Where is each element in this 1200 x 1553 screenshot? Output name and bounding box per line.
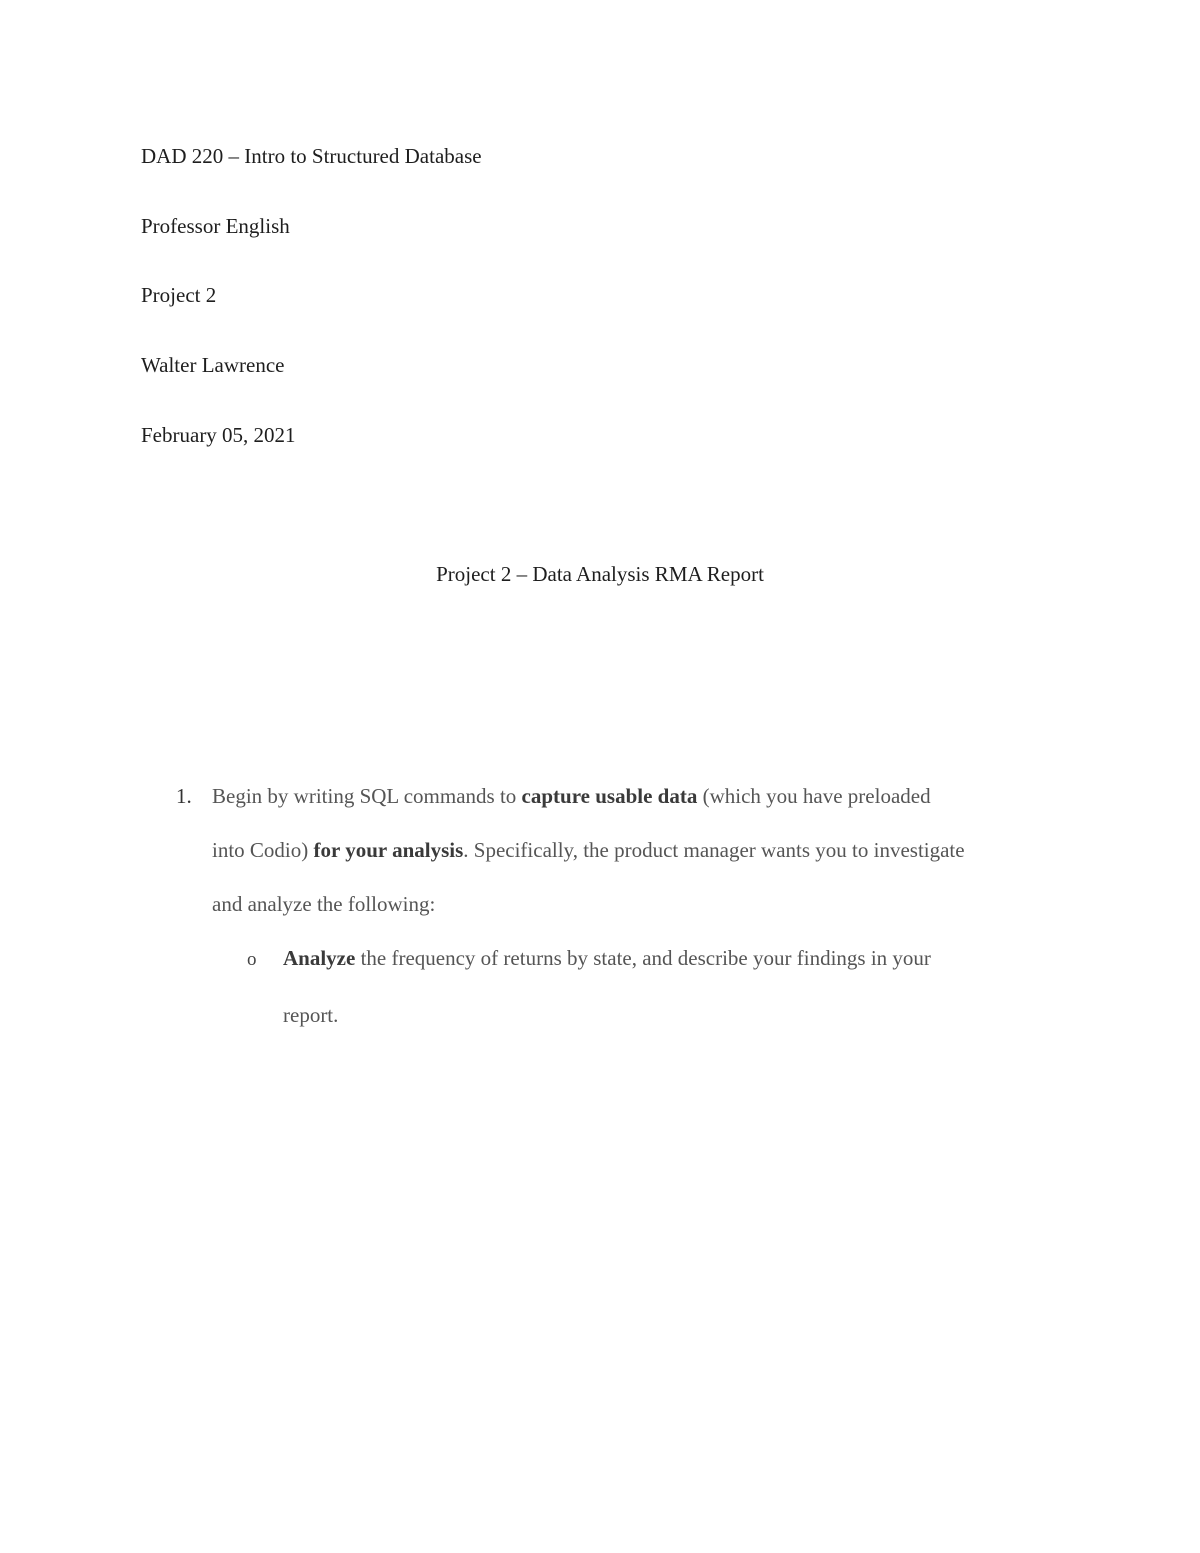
sub-item-text: the frequency of returns by state, and describe your findings in your: [355, 946, 931, 970]
professor-line: Professor English: [141, 214, 290, 238]
student-name-line: Walter Lawrence: [141, 353, 285, 377]
course-line: DAD 220 – Intro to Structured Database: [141, 144, 482, 168]
sub-item-line-2: report.: [283, 1003, 339, 1027]
document-title: Project 2 – Data Analysis RMA Report: [436, 562, 764, 586]
list-item-number: 1.: [176, 784, 192, 808]
list-item-text: Begin by writing SQL commands to: [212, 784, 522, 808]
date-line: February 05, 2021: [141, 423, 296, 447]
list-item-text: into Codio): [212, 838, 314, 862]
list-item-emphasis: for your analysis: [313, 838, 464, 862]
list-item-line-1: [212, 784, 931, 808]
list-item-emphasis: capture usable data: [521, 784, 698, 808]
sub-item-emphasis: Analyze: [283, 946, 356, 970]
list-item-line-2: [212, 838, 965, 862]
list-item-text: (which you have preloaded: [697, 784, 931, 808]
list-item-text: . Specifically, the product manager wants you to investigate: [463, 838, 965, 862]
sub-bullet-icon: o: [247, 949, 257, 970]
list-item-line-3: and analyze the following:: [212, 892, 436, 916]
sub-item-line-1: [283, 946, 931, 970]
project-line: Project 2: [141, 283, 217, 307]
